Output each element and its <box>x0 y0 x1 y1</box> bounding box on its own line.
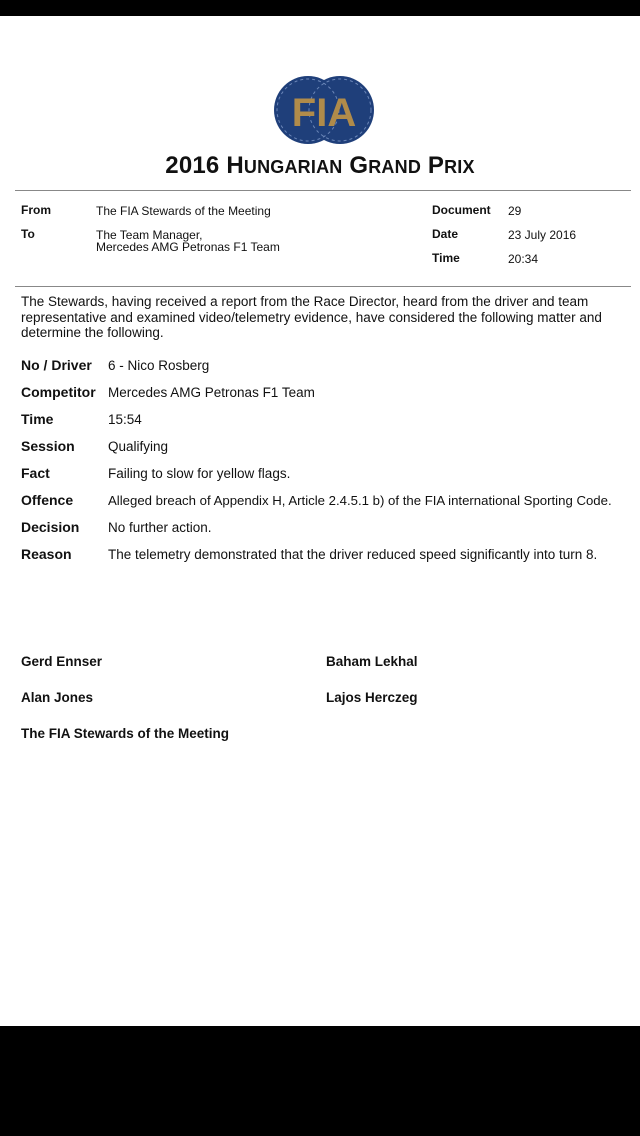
fia-logo <box>272 74 376 146</box>
time-label: Time <box>432 251 460 265</box>
signatory-4: Lajos Herczeg <box>326 690 418 705</box>
date-value: 23 July 2016 <box>508 228 577 242</box>
value-session: Qualifying <box>108 439 169 454</box>
signatory-2: Baham Lekhal <box>326 654 418 669</box>
value-offence: Alleged breach of Appendix H, Article 2.4.5.1 b) of the FIA international Sporting Code. <box>108 493 612 508</box>
to-value-line1: The Team Manager, <box>96 228 203 242</box>
top-bar <box>0 0 640 16</box>
label-fact: Fact <box>21 465 50 481</box>
page-title: 2016 HUNGARIAN GRAND PRIX <box>165 152 475 179</box>
date-label: Date <box>432 227 459 241</box>
value-decision: No further action. <box>108 520 212 535</box>
value-fact: Failing to slow for yellow flags. <box>108 466 291 481</box>
value-reason: The telemetry demonstrated that the driver reduced speed significantly into turn 8. <box>108 547 598 562</box>
intro-paragraph: The Stewards, having received a report from the Race Director, heard from the driver and team representative and examined video/telemetry evidence, have considered the following matter and determine the following. <box>21 294 602 340</box>
value-time: 15:54 <box>108 412 142 427</box>
from-value: The FIA Stewards of the Meeting <box>96 204 271 218</box>
label-time: Time <box>21 411 54 427</box>
signatories-footer: The FIA Stewards of the Meeting <box>21 726 230 741</box>
divider-bottom <box>15 286 631 287</box>
to-label: To <box>21 227 35 241</box>
divider-top <box>15 190 631 191</box>
label-competitor: Competitor <box>21 384 96 400</box>
logo-text: FIA <box>291 91 357 135</box>
label-no-driver: No / Driver <box>21 357 92 373</box>
signatory-1: Gerd Ennser <box>21 654 103 669</box>
from-label: From <box>21 203 51 217</box>
label-decision: Decision <box>21 519 80 535</box>
label-session: Session <box>21 438 75 454</box>
document-label: Document <box>432 203 491 217</box>
time-value: 20:34 <box>508 252 539 266</box>
document-value: 29 <box>508 204 522 218</box>
label-reason: Reason <box>21 546 72 562</box>
value-competitor: Mercedes AMG Petronas F1 Team <box>108 385 315 400</box>
to-value-line2: Mercedes AMG Petronas F1 Team <box>96 240 280 254</box>
label-offence: Offence <box>21 492 74 508</box>
document-page <box>0 16 640 1026</box>
signatory-3: Alan Jones <box>21 690 94 705</box>
value-no-driver: 6 - Nico Rosberg <box>108 358 210 373</box>
bottom-bar <box>0 1026 640 1136</box>
